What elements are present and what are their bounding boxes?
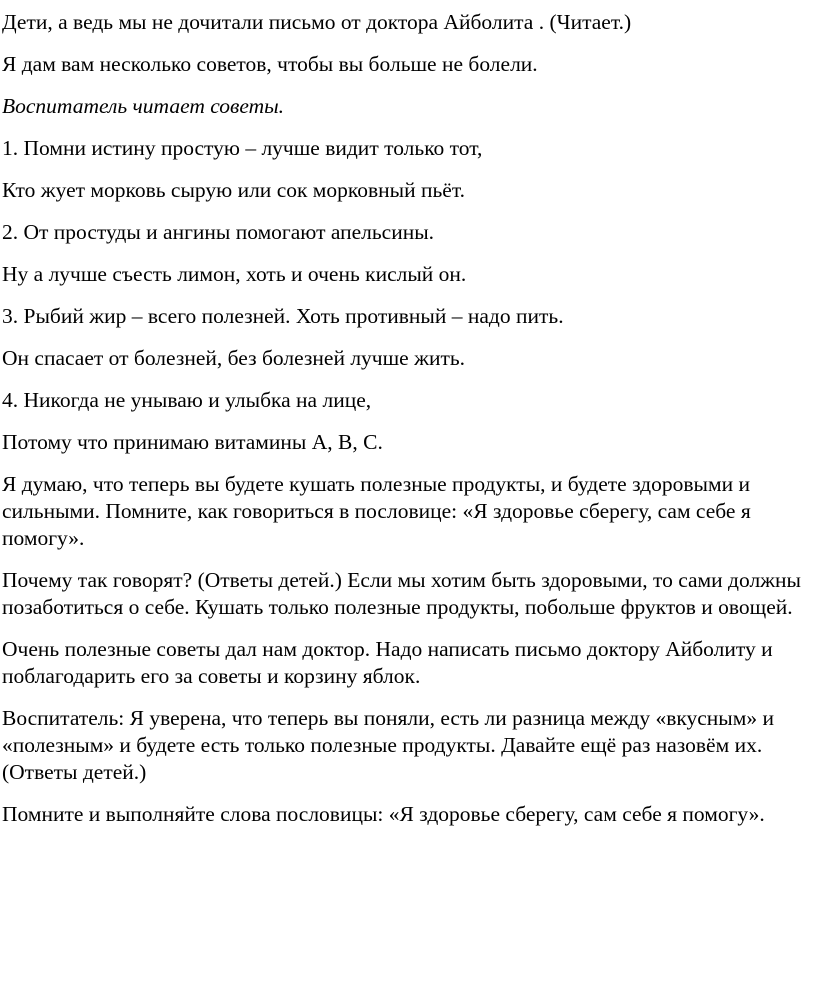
paragraph-teacher: Воспитатель: Я уверена, что теперь вы поняли, есть ли разница между «вкусным» и «полезным» и будете есть только полезные продукты. Давайте ещё раз назовём их. (Ответы детей.): [2, 706, 774, 784]
paragraph-advice-3a: 3. Рыбий жир – всего полезней. Хоть противный – надо пить.: [2, 304, 564, 328]
paragraph-letter: Я дам вам несколько советов, чтобы вы больше не болели.: [2, 52, 538, 76]
paragraph-proverb: Я думаю, что теперь вы будете кушать полезные продукты, и будете здоровыми и сильными. Помните, как говориться в пословице: «Я здоровье сберегу, сам себе я помогу».: [2, 472, 751, 550]
paragraph-thanks: Очень полезные советы дал нам доктор. Надо написать письмо доктору Айболиту и поблагодарить его за советы и корзину яблок.: [2, 637, 773, 688]
paragraph-closing: Помните и выполняйте слова пословицы: «Я здоровье сберегу, сам себе я помогу».: [2, 802, 765, 826]
paragraph-advice-1a: 1. Помни истину простую – лучше видит только тот,: [2, 136, 483, 160]
paragraph-advice-2b: Ну а лучше съесть лимон, хоть и очень кислый он.: [2, 262, 467, 286]
document-body: [2, 0, 812, 843]
paragraph-advice-2a: 2. От простуды и ангины помогают апельсины.: [2, 220, 435, 244]
paragraph-why: Почему так говорят? (Ответы детей.) Если мы хотим быть здоровыми, то сами должны позаботиться о себе. Кушать только полезные продукты, побольше фруктов и овощей.: [2, 568, 801, 619]
paragraph-advice-4b: Потому что принимаю витамины А, В, С.: [2, 430, 383, 454]
paragraph-intro: Дети, а ведь мы не дочитали письмо от доктора Айболита . (Читает.): [2, 10, 632, 34]
paragraph-stage-direction: Воспитатель читает советы.: [2, 94, 285, 118]
paragraph-advice-4a: 4. Никогда не унываю и улыбка на лице,: [2, 388, 372, 412]
paragraph-advice-1b: Кто жует морковь сырую или сок морковный пьёт.: [2, 178, 466, 202]
paragraph-advice-3b: Он спасает от болезней, без болезней лучше жить.: [2, 346, 466, 370]
